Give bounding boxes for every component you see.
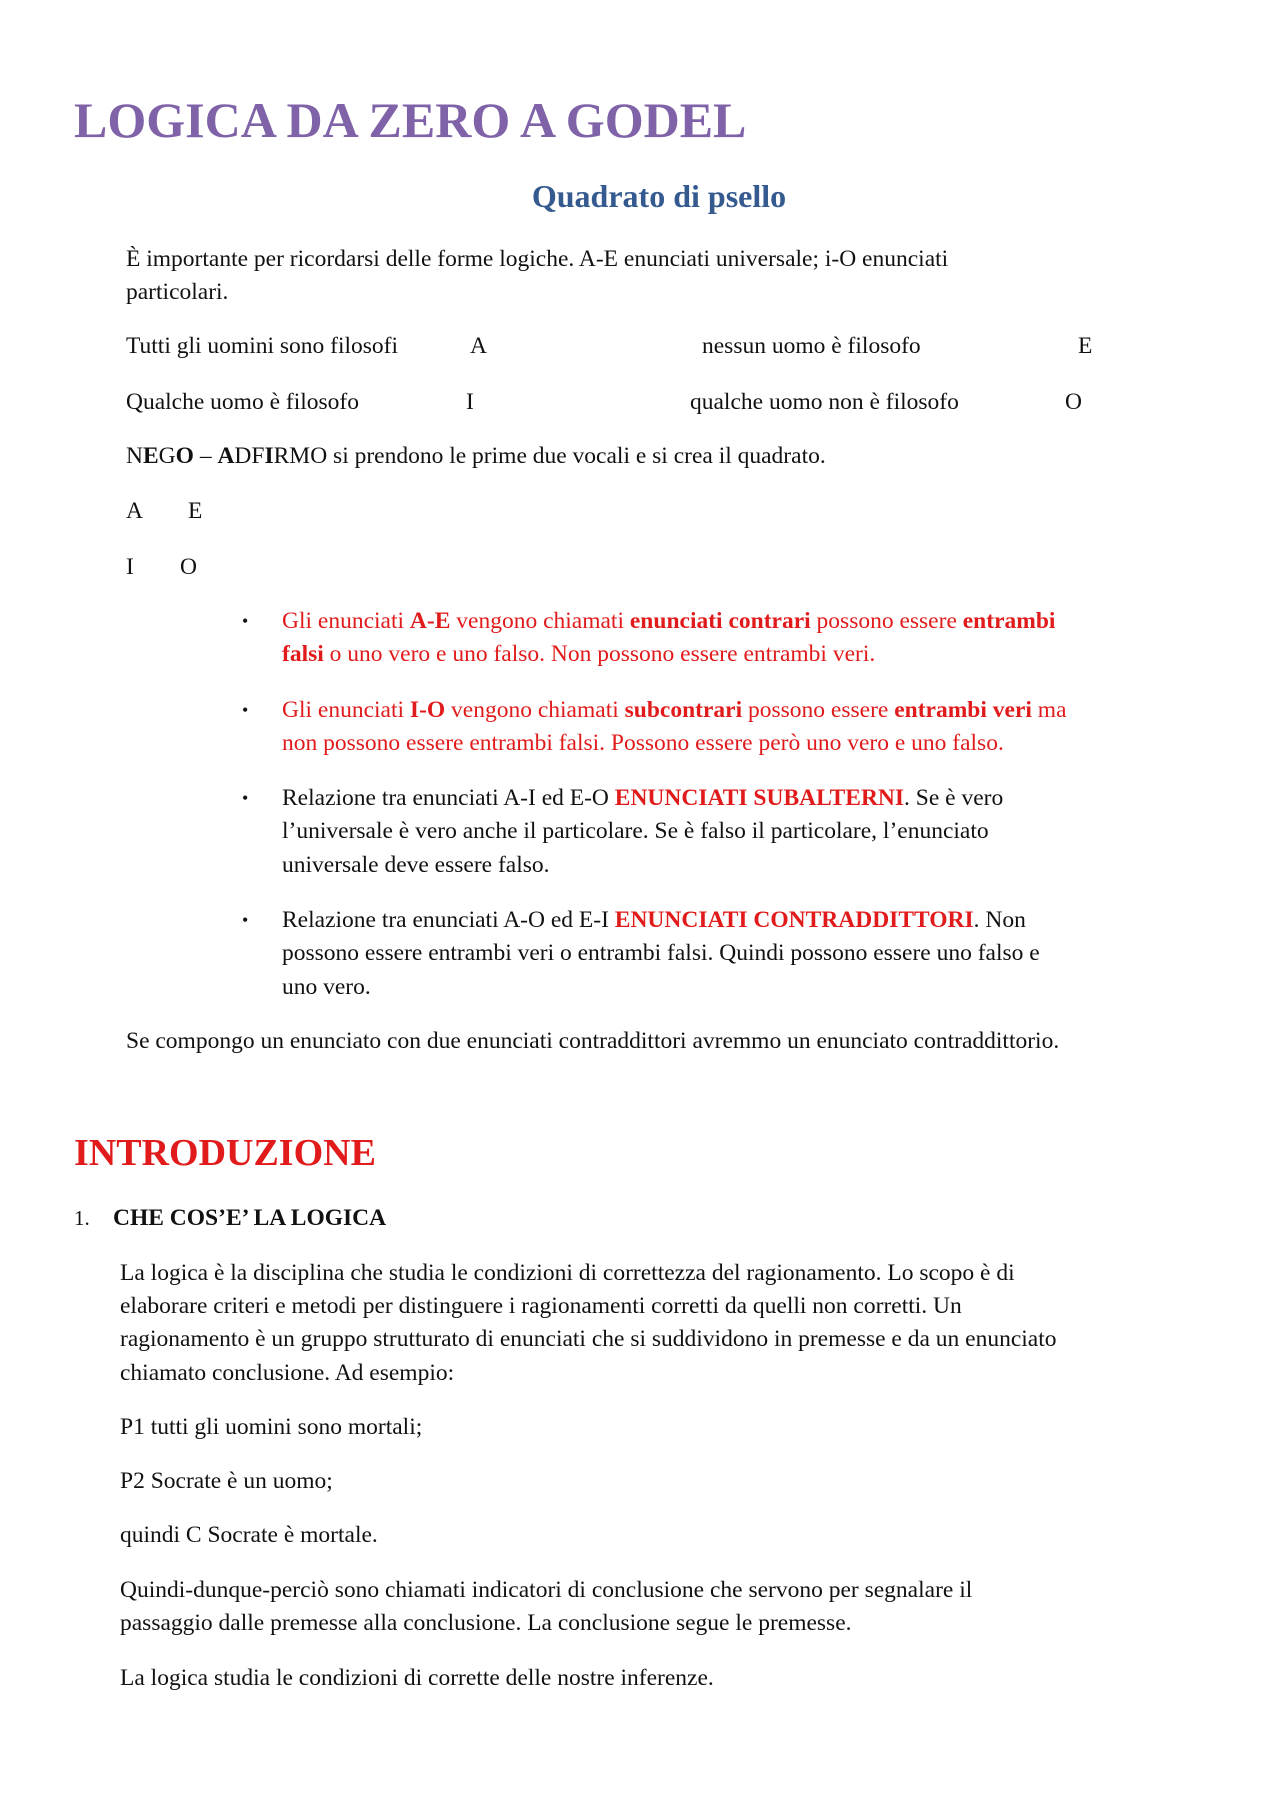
document-title: LOGICA DA ZERO A GODEL	[74, 92, 747, 148]
bullet-4-line-3: uno vero.	[282, 974, 371, 1000]
square-e: E	[188, 498, 203, 524]
closing-sentence: Se compongo un enunciato con due enunciati contraddittori avremmo un enunciato contraddittorio.	[126, 1028, 1060, 1054]
para2-line-1: Quindi-dunque-perciò sono chiamati indicatori di conclusione che servono per segnalare il	[120, 1577, 973, 1603]
premise-2: P2 Socrate è un uomo;	[120, 1468, 333, 1494]
bullet-3-line-3: universale deve essere falso.	[282, 852, 550, 878]
introduzione-heading: INTRODUZIONE	[74, 1132, 376, 1174]
row1-left-letter: A	[470, 333, 487, 359]
bullet-1-marker: •	[242, 611, 249, 631]
para3: La logica studia le condizioni di corrette delle nostre inferenze.	[120, 1665, 714, 1691]
row2-right-letter: O	[1065, 389, 1082, 415]
para1-line-3: ragionamento è un gruppo strutturato di enunciati che si suddividono in premesse e da un enunciato	[120, 1326, 1057, 1352]
bullet-3-marker: •	[242, 788, 249, 808]
bullet-3-line-1: Relazione tra enunciati A-I ed E-O ENUNCIATI SUBALTERNI. Se è vero	[282, 785, 1004, 811]
premise-1: P1 tutti gli uomini sono mortali;	[120, 1414, 423, 1440]
bullet-4-line-2: possono essere entrambi veri o entrambi falsi. Quindi possono essere uno falso e	[282, 940, 1040, 966]
bullet-4-marker: •	[242, 910, 249, 930]
bullet-2-marker: •	[242, 700, 249, 720]
bullet-2-line-1: Gli enunciati I-O vengono chiamati subcontrari possono essere entrambi veri ma	[282, 697, 1067, 723]
bullet-4-line-1: Relazione tra enunciati A-O ed E-I ENUNCIATI CONTRADDITTORI. Non	[282, 907, 1026, 933]
nego-adfirmo-line: NEGO – ADFIRMO si prendono le prime due vocali e si crea il quadrato.	[126, 443, 826, 469]
intro-line-2: particolari.	[126, 279, 229, 305]
row2-left-letter: I	[466, 389, 474, 415]
square-o: O	[180, 554, 197, 580]
bullet-1-line-2: falsi o uno vero e uno falso. Non possono essere entrambi veri.	[282, 641, 876, 667]
row1-right-letter: E	[1078, 333, 1093, 359]
section-number: 1.	[74, 1206, 90, 1230]
row1-right-text: nessun uomo è filosofo	[702, 333, 921, 359]
para1-line-4: chiamato conclusione. Ad esempio:	[120, 1360, 455, 1386]
row2-left-text: Qualche uomo è filosofo	[126, 389, 359, 415]
section-title: CHE COS’E’ LA LOGICA	[113, 1205, 387, 1231]
square-a: A	[126, 498, 143, 524]
intro-line-1: È importante per ricordarsi delle forme logiche. A-E enunciati universale; i-O enunciati	[126, 246, 949, 272]
bullet-3-line-2: l’universale è vero anche il particolare. Se è falso il particolare, l’enunciato	[282, 818, 989, 844]
square-i: I	[126, 554, 134, 580]
para2-line-2: passaggio dalle premesse alla conclusione. La conclusione segue le premesse.	[120, 1610, 852, 1636]
para1-line-1: La logica è la disciplina che studia le condizioni di correttezza del ragionamento. Lo scopo è di	[120, 1260, 1015, 1286]
section-subtitle: Quadrato di psello	[531, 178, 787, 214]
row2-right-text: qualche uomo non è filosofo	[690, 389, 959, 415]
para1-line-2: elaborare criteri e metodi per distinguere i ragionamenti corretti da quelli non corretti. Un	[120, 1293, 962, 1319]
bullet-1-line-1: Gli enunciati A-E vengono chiamati enunciati contrari possono essere entrambi	[282, 608, 1056, 634]
bullet-2-line-2: non possono essere entrambi falsi. Possono essere però uno vero e uno falso.	[282, 730, 1004, 756]
conclusion: quindi C Socrate è mortale.	[120, 1522, 378, 1548]
row1-left-text: Tutti gli uomini sono filosofi	[126, 333, 399, 359]
